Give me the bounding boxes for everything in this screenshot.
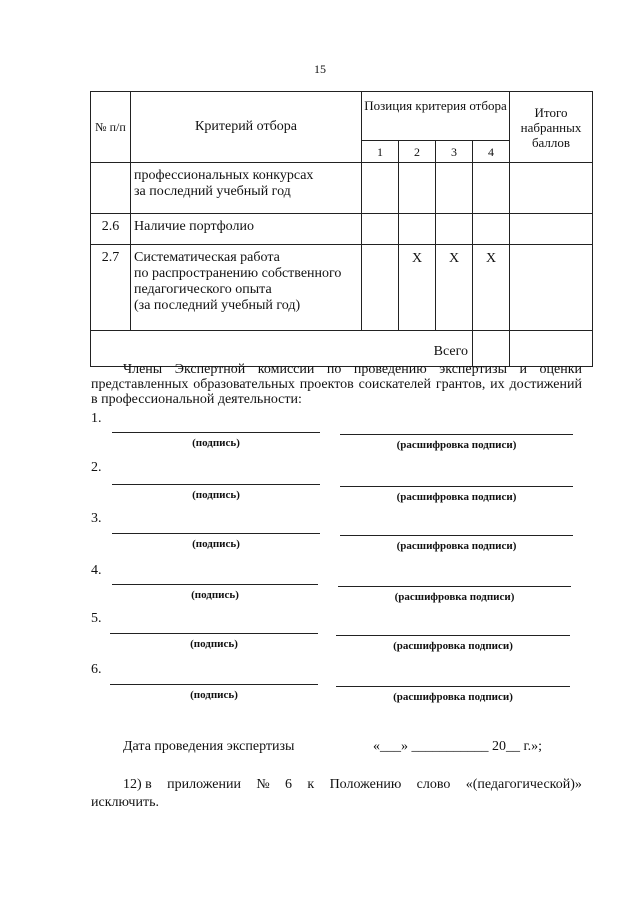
mark-cell: X — [399, 245, 436, 331]
decode-caption: (расшифровка подписи) — [396, 491, 517, 503]
final-line-1 — [91, 776, 582, 794]
decode-line — [340, 486, 573, 487]
decode-caption: (расшифровка подписи) — [394, 591, 515, 603]
row-num — [91, 163, 131, 214]
final-word: «(педагогической)» — [465, 777, 582, 792]
decode-line — [336, 686, 570, 687]
page-number: 15 — [314, 62, 326, 76]
signature-caption: (подпись) — [192, 538, 240, 550]
final-line-2: исключить. — [91, 795, 159, 810]
mark-cell: X — [436, 245, 473, 331]
decode-line — [340, 434, 573, 435]
criterion-line: Наличие портфолио — [134, 219, 254, 234]
final-word: 12) в — [123, 777, 152, 792]
signature-line — [110, 684, 318, 685]
decode-line — [340, 535, 573, 536]
signature-caption: (подпись) — [191, 589, 239, 601]
decode-caption: (расшифровка подписи) — [393, 691, 513, 703]
total-label: Всего — [91, 331, 473, 367]
final-word: к — [307, 777, 315, 792]
final-word: слово — [416, 777, 451, 792]
signature-number: 5. — [91, 611, 102, 626]
members-paragraph: Члены Экспертной комиссии по проведению экспертизы и оценки представленных образовательных проектов соискателей грантов, их достижений в профессиональной деятельности: — [91, 362, 582, 407]
criterion-line: Систематическая работа — [134, 250, 280, 265]
header-col-3: 3 — [436, 141, 473, 163]
mark-cell — [399, 163, 436, 214]
row-num: 2.7 — [91, 245, 131, 331]
decode-line — [338, 586, 571, 587]
header-num: № п/п — [91, 92, 131, 163]
signature-number: 3. — [91, 511, 102, 526]
header-col-2: 2 — [399, 141, 436, 163]
decode-line — [336, 635, 570, 636]
signature-caption: (подпись) — [190, 689, 238, 701]
table-row — [91, 163, 593, 214]
signature-line — [110, 633, 318, 634]
row-criterion — [131, 214, 362, 245]
header-total: Итого набранных баллов — [510, 92, 593, 163]
header-position: Позиция критерия отбора — [362, 92, 510, 141]
mark-cell — [362, 214, 399, 245]
signature-number: 6. — [91, 662, 102, 677]
signature-line — [112, 533, 320, 534]
table-row — [91, 245, 593, 331]
criterion-line: по распространению собственного — [134, 266, 342, 281]
signature-number: 4. — [91, 563, 102, 578]
header-criterion: Критерий отбора — [131, 92, 362, 163]
signature-line — [112, 584, 318, 585]
criteria-table — [90, 91, 593, 367]
mark-cell — [436, 214, 473, 245]
mark-cell: X — [473, 245, 510, 331]
date-fields: «___» ___________ 20__ г.»; — [373, 739, 543, 754]
total-cell — [510, 163, 593, 214]
decode-caption: (расшифровка подписи) — [396, 540, 517, 552]
row-criterion — [131, 163, 362, 214]
header-col-1: 1 — [362, 141, 399, 163]
final-word: № — [256, 777, 270, 792]
final-word: приложении — [167, 777, 241, 792]
final-word: 6 — [285, 777, 293, 792]
criterion-line: педагогического опыта — [134, 282, 272, 297]
mark-cell — [362, 163, 399, 214]
signature-caption: (подпись) — [192, 437, 240, 449]
criterion-line: профессиональных конкурсах — [134, 168, 314, 183]
mark-cell — [473, 163, 510, 214]
signature-caption: (подпись) — [190, 638, 238, 650]
final-paragraph — [91, 776, 582, 812]
date-label: Дата проведения экспертизы — [123, 739, 295, 754]
signature-number: 1. — [91, 411, 102, 426]
signature-line — [112, 432, 320, 433]
mark-cell — [436, 163, 473, 214]
mark-cell — [473, 214, 510, 245]
criterion-line: (за последний учебный год) — [134, 298, 301, 313]
signature-number: 2. — [91, 460, 102, 475]
signature-caption: (подпись) — [192, 489, 240, 501]
signature-line — [112, 484, 320, 485]
table-row — [91, 214, 593, 245]
mark-cell — [362, 245, 399, 331]
header-col-4: 4 — [473, 141, 510, 163]
final-word: Положению — [329, 777, 402, 792]
row-num: 2.6 — [91, 214, 131, 245]
row-criterion — [131, 245, 362, 331]
mark-cell — [399, 214, 436, 245]
criterion-line: за последний учебный год — [134, 184, 291, 199]
decode-caption: (расшифровка подписи) — [396, 439, 517, 451]
decode-caption: (расшифровка подписи) — [393, 640, 513, 652]
total-cell — [510, 245, 593, 331]
total-cell — [510, 214, 593, 245]
